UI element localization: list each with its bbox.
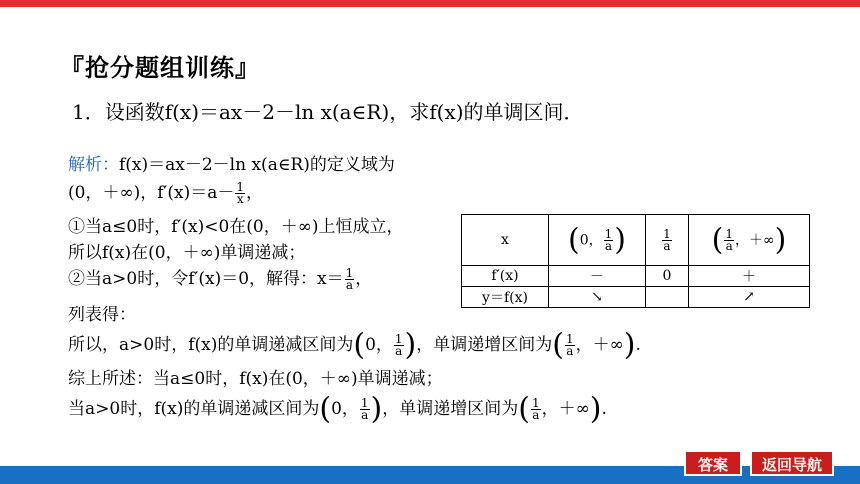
solution-line-2: (0，＋∞)，f′(x)＝a－ $\frac{1}{x}$ ， (68, 180, 264, 206)
table-cell: ↘ (549, 287, 646, 308)
solution-line-5: ②当a>0时，令f′(x)＝0，解得：x＝ $\frac{1}{a}$ ， (68, 266, 373, 292)
table-row (462, 266, 810, 287)
fraction-1-over-a: $\frac{1}{a}$ (345, 266, 354, 292)
table-row (462, 215, 810, 266)
solution-text-2: (0，＋∞)，f′(x)＝a－ (68, 183, 235, 203)
fraction-1-over-x: $\frac{1}{x}$ (236, 180, 245, 206)
top-accent-bar (0, 0, 860, 7)
critical-point: $\frac{1}{a}$ (646, 215, 689, 266)
table-cell: ↗ (689, 287, 810, 308)
solution-line-1 (68, 150, 395, 175)
solution-line-4: 所以f(x)在(0，＋∞)单调递减； (68, 243, 306, 263)
table-cell (646, 287, 689, 308)
answer-button[interactable]: 答案 (684, 450, 742, 476)
table-row (462, 287, 810, 308)
back-to-nav-button[interactable]: 返回导航 (750, 450, 834, 476)
table-header-x: x (462, 215, 549, 266)
section-title: 『抢分题组训练』 (60, 53, 260, 82)
question-text: 1．设函数f(x)＝ax－2－ln x(a∈R)，求f(x)的单调区间． (72, 100, 584, 124)
solution-line-6: 列表得： (68, 305, 136, 325)
table-cell: 0 (646, 266, 689, 287)
solution-text-1: f(x)＝ax－2－ln x(a∈R)的定义域为 (119, 155, 395, 175)
interval-decreasing: (0， $\frac{1}{a}$ ) (549, 215, 646, 266)
table-cell: ＋ (689, 266, 810, 287)
solution-line-3: ①当a≤0时，f′(x)<0在(0，＋∞)上恒成立， (68, 217, 404, 237)
table-cell: － (549, 266, 646, 287)
solution-line-9: 当a>0时，f(x)的单调递减区间为(0， $\frac{1}{a}$ )，单调递增区间为( $\frac{1}{a}$ ，＋∞). (68, 391, 607, 427)
solution-label: 解析： (68, 155, 119, 175)
variation-table (461, 214, 810, 308)
solution-line-8: 综上所述：当a≤0时，f(x)在(0，＋∞)单调递减； (68, 369, 443, 389)
solution-line-7: 所以，a>0时，f(x)的单调递减区间为(0， $\frac{1}{a}$ )，单调递增区间为( $\frac{1}{a}$ ，＋∞). (68, 327, 641, 363)
table-header-derivative: f′(x) (462, 266, 549, 287)
interval-increasing: ( $\frac{1}{a}$ ，＋∞) (689, 215, 810, 266)
table-header-function: y＝f(x) (462, 287, 549, 308)
